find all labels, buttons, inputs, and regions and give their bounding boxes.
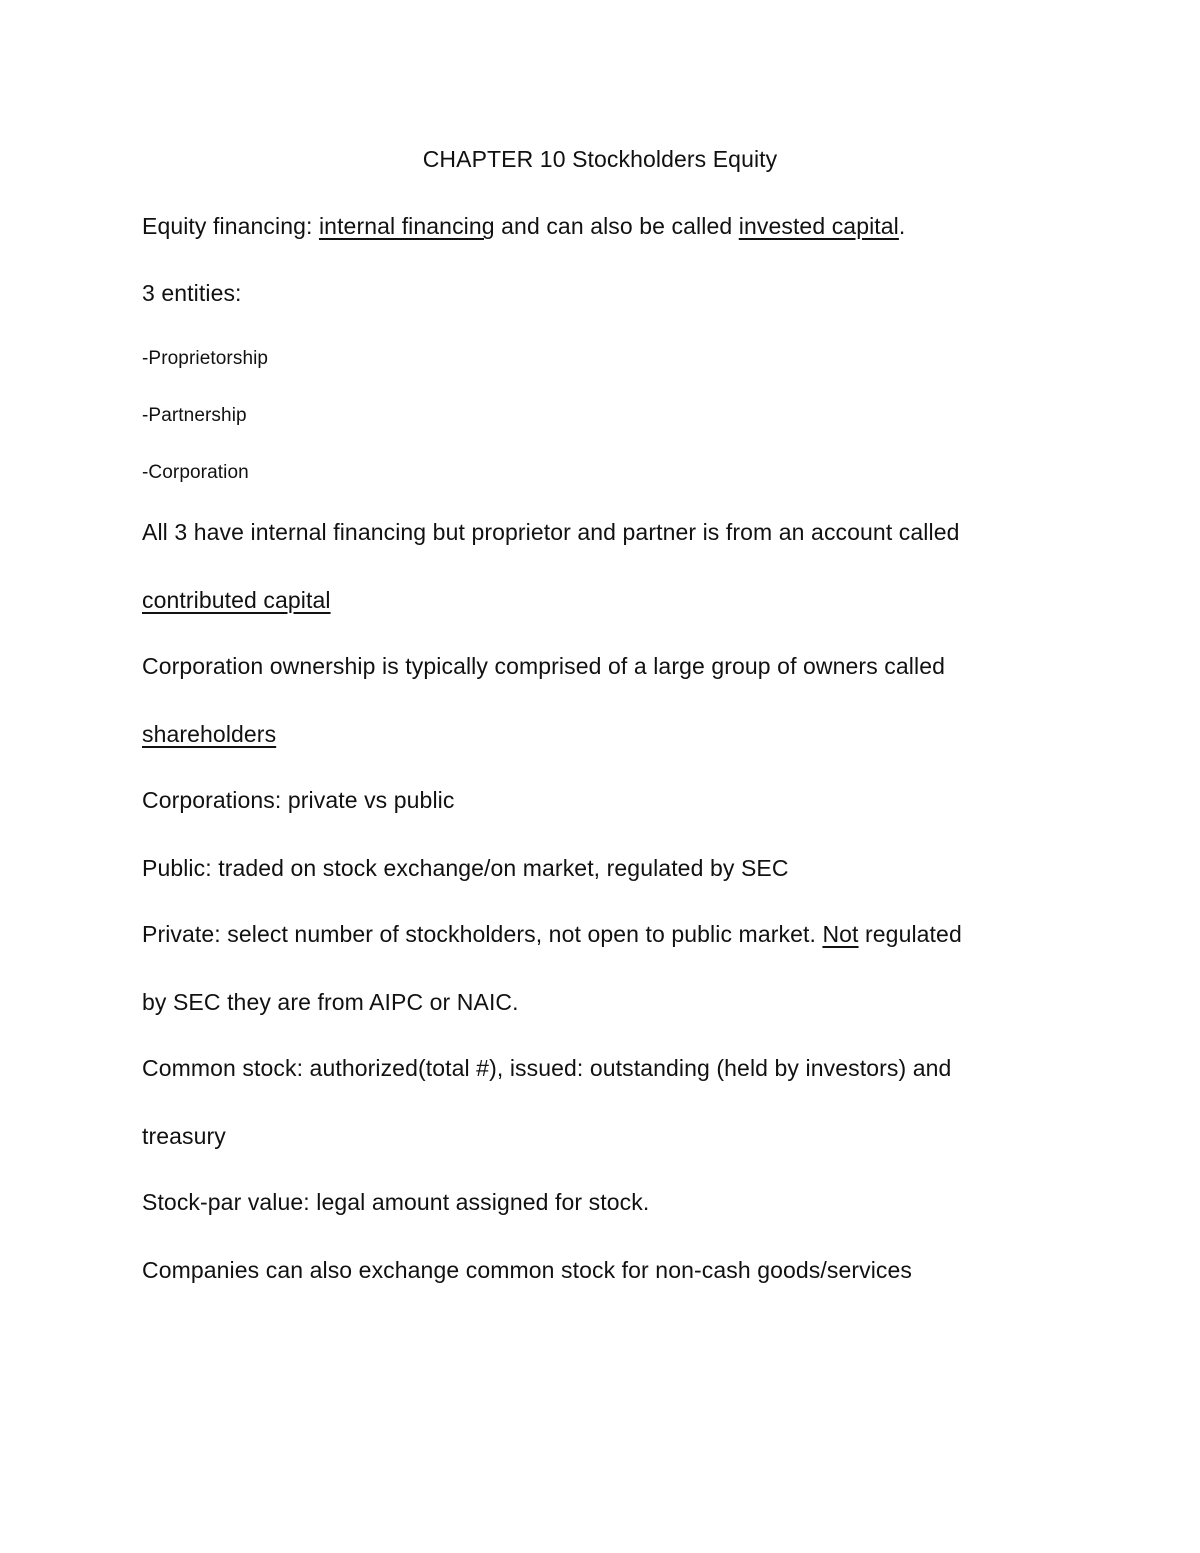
- invested-capital-term: invested capital: [738, 213, 899, 239]
- entity-proprietorship: -Proprietorship: [142, 348, 269, 369]
- all-three-line: All 3 have internal financing but proprietor and partner is from an account called: [142, 519, 960, 545]
- ownership-line: Corporation ownership is typically comprised of a large group of owners called: [142, 653, 945, 679]
- entity-partnership: -Partnership: [142, 405, 247, 426]
- corporations-line: Corporations: private vs public: [142, 787, 455, 813]
- entities-heading: 3 entities:: [142, 280, 242, 306]
- equity-text-3: .: [898, 213, 906, 239]
- internal-financing-term: internal financing: [318, 213, 495, 239]
- shareholders-term: shareholders: [142, 721, 277, 747]
- equity-text-1: Equity financing:: [142, 213, 319, 239]
- equity-text-2: and can also be called: [494, 213, 739, 239]
- not-term: Not: [822, 921, 859, 947]
- shareholders-line: [142, 719, 276, 749]
- entity-corporation: -Corporation: [142, 462, 249, 483]
- contributed-capital-term: contributed capital: [142, 587, 331, 613]
- private-text-1: Private: select number of stockholders, not open to public market.: [142, 921, 823, 947]
- exchange-line: Companies can also exchange common stock for non-cash goods/services: [142, 1257, 913, 1283]
- contributed-capital-line: [142, 585, 331, 615]
- page-title: CHAPTER 10 Stockholders Equity: [422, 146, 778, 172]
- equity-financing-line: [142, 211, 905, 241]
- treasury-line: treasury: [142, 1123, 226, 1149]
- par-value-line: Stock-par value: legal amount assigned for stock.: [142, 1189, 650, 1215]
- private-line: [142, 919, 962, 949]
- common-stock-line: Common stock: authorized(total #), issued: outstanding (held by investors) and: [142, 1055, 952, 1081]
- public-line: Public: traded on stock exchange/on market, regulated by SEC: [142, 855, 789, 881]
- private-line-continued: by SEC they are from AIPC or NAIC.: [142, 989, 519, 1015]
- private-text-2: regulated: [858, 921, 962, 947]
